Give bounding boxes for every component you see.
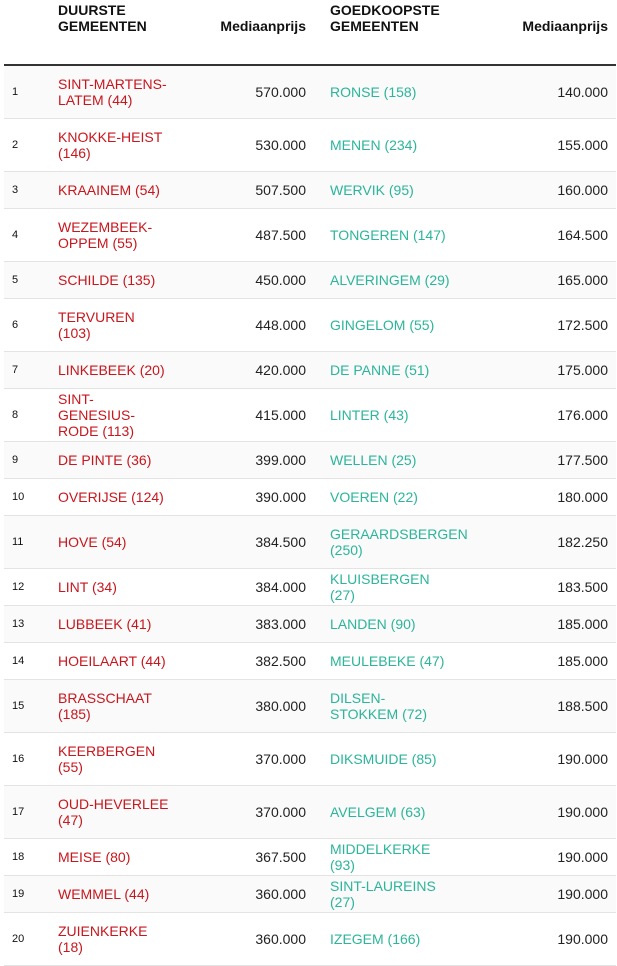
table-row — [4, 786, 616, 839]
cheap-price-cell: 183.500 — [456, 569, 616, 606]
expensive-municipality-cell: KEERBERGEN (55) — [58, 733, 176, 786]
expensive-municipality-cell: OUD-HEVERLEE (47) — [58, 786, 176, 839]
expensive-municipality-cell: LUBBEEK (41) — [58, 606, 176, 643]
rank-cell: 8 — [4, 389, 58, 442]
table-row — [4, 442, 616, 479]
expensive-price-cell: 450.000 — [176, 262, 306, 299]
rank-header — [4, 0, 58, 65]
expensive-price-header: Mediaanprijs — [176, 0, 306, 65]
cheap-municipality-cell: WELLEN (25) — [306, 442, 456, 479]
cheap-municipality-cell: SINT-LAUREINS (27) — [306, 876, 456, 913]
ranking-table — [4, 0, 616, 966]
table-row — [4, 479, 616, 516]
expensive-municipality-cell: WEMMEL (44) — [58, 876, 176, 913]
expensive-municipality-cell: HOEILAART (44) — [58, 643, 176, 680]
cheap-header: GOEDKOOPSTE GEMEENTEN — [306, 0, 456, 65]
cheap-municipality-cell: WERVIK (95) — [306, 172, 456, 209]
expensive-price-cell: 570.000 — [176, 65, 306, 119]
rank-cell: 4 — [4, 209, 58, 262]
rank-cell: 10 — [4, 479, 58, 516]
expensive-municipality-cell: HOVE (54) — [58, 516, 176, 569]
expensive-municipality-cell: SCHILDE (135) — [58, 262, 176, 299]
cheap-price-cell: 185.000 — [456, 606, 616, 643]
cheap-municipality-cell: KLUISBERGEN (27) — [306, 569, 456, 606]
expensive-municipality-cell: MEISE (80) — [58, 839, 176, 876]
rank-cell: 11 — [4, 516, 58, 569]
cheap-municipality-cell: LINTER (43) — [306, 389, 456, 442]
rank-cell: 12 — [4, 569, 58, 606]
rank-cell: 3 — [4, 172, 58, 209]
cheap-price-cell: 190.000 — [456, 839, 616, 876]
expensive-price-cell: 399.000 — [176, 442, 306, 479]
expensive-price-cell: 420.000 — [176, 352, 306, 389]
expensive-municipality-cell: OVERIJSE (124) — [58, 479, 176, 516]
rank-cell: 16 — [4, 733, 58, 786]
table-row — [4, 569, 616, 606]
rank-cell: 15 — [4, 680, 58, 733]
cheap-municipality-cell: IZEGEM (166) — [306, 913, 456, 966]
cheap-municipality-cell: TONGEREN (147) — [306, 209, 456, 262]
cheap-price-cell: 164.500 — [456, 209, 616, 262]
expensive-municipality-cell: BRASSCHAAT (185) — [58, 680, 176, 733]
expensive-price-cell: 360.000 — [176, 913, 306, 966]
cheap-price-cell: 176.000 — [456, 389, 616, 442]
cheap-price-cell: 180.000 — [456, 479, 616, 516]
table-row — [4, 680, 616, 733]
cheap-price-cell: 185.000 — [456, 643, 616, 680]
cheap-municipality-cell: LANDEN (90) — [306, 606, 456, 643]
table-row — [4, 389, 616, 442]
rank-cell: 18 — [4, 839, 58, 876]
cheap-municipality-cell: ALVERINGEM (29) — [306, 262, 456, 299]
cheap-price-cell: 190.000 — [456, 786, 616, 839]
expensive-municipality-cell: LINKEBEEK (20) — [58, 352, 176, 389]
expensive-price-cell: 384.000 — [176, 569, 306, 606]
expensive-price-cell: 390.000 — [176, 479, 306, 516]
rank-cell: 7 — [4, 352, 58, 389]
table-row — [4, 643, 616, 680]
expensive-price-cell: 370.000 — [176, 733, 306, 786]
expensive-price-cell: 530.000 — [176, 119, 306, 172]
table-body — [4, 65, 616, 966]
expensive-header: DUURSTE GEMEENTEN — [58, 0, 176, 65]
rank-cell: 20 — [4, 913, 58, 966]
rank-cell: 13 — [4, 606, 58, 643]
rank-cell: 5 — [4, 262, 58, 299]
cheap-price-cell: 172.500 — [456, 299, 616, 352]
table-row — [4, 516, 616, 569]
expensive-municipality-cell: KRAAINEM (54) — [58, 172, 176, 209]
expensive-municipality-cell: DE PINTE (36) — [58, 442, 176, 479]
cheap-municipality-cell: VOEREN (22) — [306, 479, 456, 516]
cheap-price-cell: 165.000 — [456, 262, 616, 299]
cheap-municipality-cell: GINGELOM (55) — [306, 299, 456, 352]
cheap-price-cell: 190.000 — [456, 876, 616, 913]
rank-cell: 1 — [4, 65, 58, 119]
expensive-municipality-cell: SINT-MARTENS-LATEM (44) — [58, 65, 176, 119]
table-row — [4, 172, 616, 209]
cheap-price-cell: 190.000 — [456, 913, 616, 966]
rank-cell: 6 — [4, 299, 58, 352]
expensive-municipality-cell: ZUIENKERKE (18) — [58, 913, 176, 966]
table-row — [4, 839, 616, 876]
table-row — [4, 876, 616, 913]
expensive-price-cell: 370.000 — [176, 786, 306, 839]
table-header — [4, 0, 616, 65]
expensive-price-cell: 448.000 — [176, 299, 306, 352]
rank-cell: 9 — [4, 442, 58, 479]
table-row — [4, 65, 616, 119]
cheap-price-cell: 160.000 — [456, 172, 616, 209]
cheap-price-cell: 177.500 — [456, 442, 616, 479]
expensive-price-cell: 367.500 — [176, 839, 306, 876]
cheap-municipality-cell: RONSE (158) — [306, 65, 456, 119]
cheap-price-cell: 155.000 — [456, 119, 616, 172]
table-row — [4, 209, 616, 262]
table-row — [4, 733, 616, 786]
cheap-municipality-cell: MEULEBEKE (47) — [306, 643, 456, 680]
expensive-municipality-cell: TERVUREN (103) — [58, 299, 176, 352]
cheap-municipality-cell: DIKSMUIDE (85) — [306, 733, 456, 786]
cheap-price-cell: 182.250 — [456, 516, 616, 569]
expensive-price-cell: 384.500 — [176, 516, 306, 569]
table-row — [4, 299, 616, 352]
cheap-municipality-cell: DILSEN-STOKKEM (72) — [306, 680, 456, 733]
cheap-price-cell: 188.500 — [456, 680, 616, 733]
table-row — [4, 119, 616, 172]
expensive-municipality-cell: SINT-GENESIUS-RODE (113) — [58, 389, 176, 442]
rank-cell: 17 — [4, 786, 58, 839]
expensive-municipality-cell: WEZEMBEEK-OPPEM (55) — [58, 209, 176, 262]
cheap-price-cell: 175.000 — [456, 352, 616, 389]
expensive-municipality-cell: LINT (34) — [58, 569, 176, 606]
table-row — [4, 352, 616, 389]
table-row — [4, 262, 616, 299]
rank-cell: 2 — [4, 119, 58, 172]
cheap-municipality-cell: DE PANNE (51) — [306, 352, 456, 389]
expensive-price-cell: 415.000 — [176, 389, 306, 442]
expensive-price-cell: 360.000 — [176, 876, 306, 913]
table-row — [4, 606, 616, 643]
expensive-price-cell: 507.500 — [176, 172, 306, 209]
cheap-municipality-cell: MENEN (234) — [306, 119, 456, 172]
expensive-price-cell: 380.000 — [176, 680, 306, 733]
cheap-municipality-cell: GERAARDSBERGEN (250) — [306, 516, 456, 569]
table-row — [4, 913, 616, 966]
cheap-price-cell: 190.000 — [456, 733, 616, 786]
cheap-price-cell: 140.000 — [456, 65, 616, 119]
cheap-municipality-cell: AVELGEM (63) — [306, 786, 456, 839]
expensive-price-cell: 383.000 — [176, 606, 306, 643]
rank-cell: 19 — [4, 876, 58, 913]
expensive-municipality-cell: KNOKKE-HEIST (146) — [58, 119, 176, 172]
cheap-price-header: Mediaanprijs — [456, 0, 616, 65]
expensive-price-cell: 382.500 — [176, 643, 306, 680]
expensive-price-cell: 487.500 — [176, 209, 306, 262]
cheap-municipality-cell: MIDDELKERKE (93) — [306, 839, 456, 876]
rank-cell: 14 — [4, 643, 58, 680]
